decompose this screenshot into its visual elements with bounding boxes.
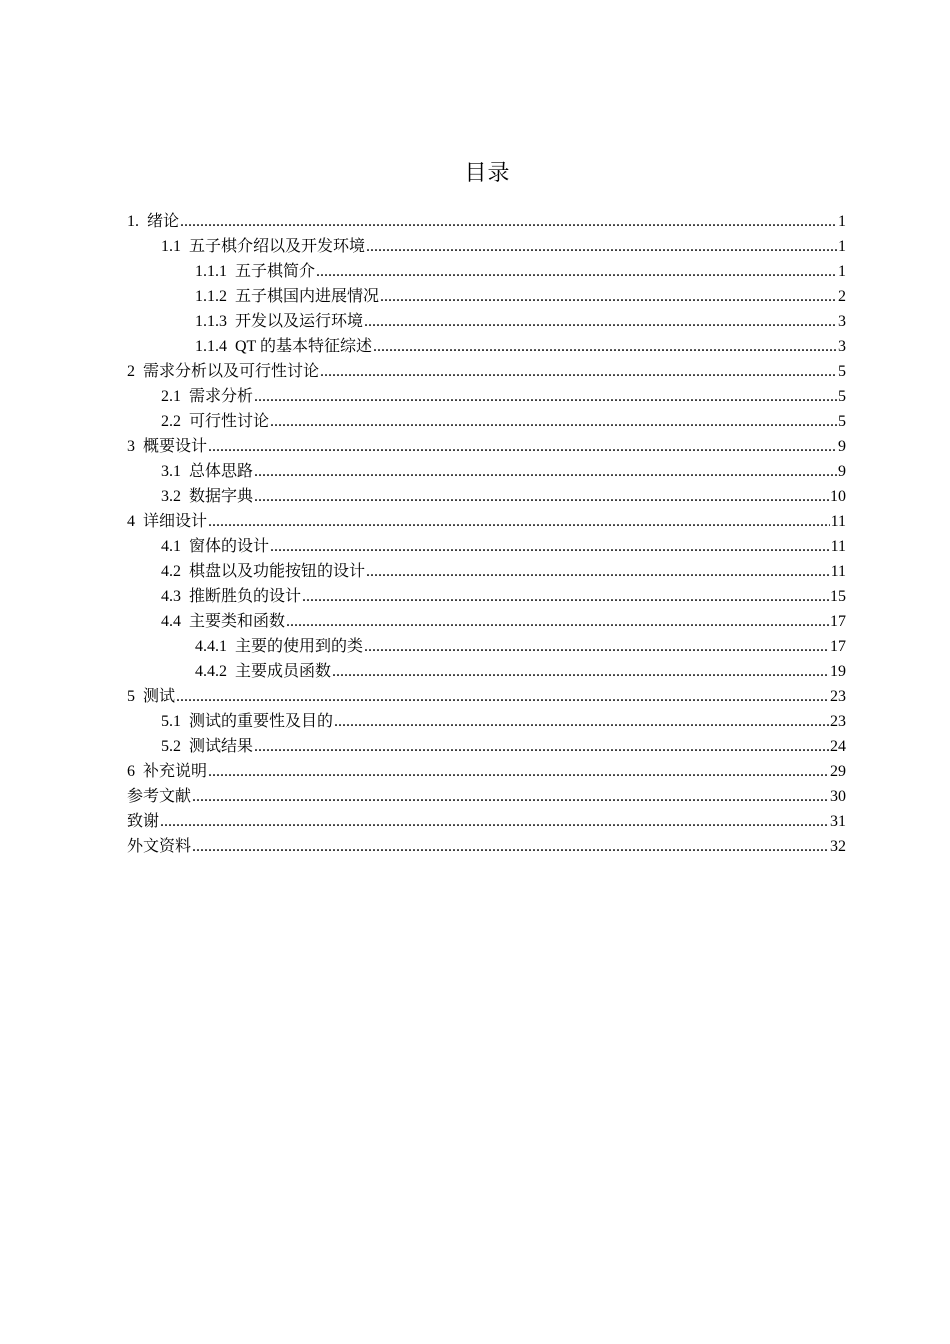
toc-dot-leader — [254, 459, 837, 484]
toc-entry-page-number: 24 — [830, 738, 846, 755]
toc-entry-number: 5.2 — [161, 738, 181, 755]
toc-entry[interactable] — [127, 359, 846, 384]
toc-entry-number: 1. — [127, 213, 139, 230]
toc-dot-leader — [192, 784, 829, 809]
toc-entry-number: 1.1.4 — [195, 338, 227, 355]
toc-entry-page-number: 17 — [830, 638, 846, 655]
toc-entry-page-number: 23 — [830, 688, 846, 705]
toc-entry[interactable] — [127, 384, 846, 409]
toc-entry-number: 4.2 — [161, 563, 181, 580]
toc-dot-leader — [380, 284, 837, 309]
toc-dot-leader — [334, 709, 829, 734]
toc-entry-number: 6 — [127, 763, 135, 780]
toc-entry-title: 主要的使用到的类 — [235, 638, 364, 655]
toc-entry-number: 4.3 — [161, 588, 181, 605]
toc-entry-title: 绪论 — [147, 213, 180, 230]
toc-entry[interactable] — [127, 784, 846, 809]
toc-entry-page-number: 5 — [838, 388, 846, 405]
toc-entry-page-number: 5 — [838, 413, 846, 430]
toc-dot-leader — [208, 434, 837, 459]
toc-entry-page-number: 31 — [830, 813, 846, 830]
toc-entry-title: 测试结果 — [189, 738, 254, 755]
toc-entry-page-number: 1 — [838, 213, 846, 230]
toc-dot-leader — [254, 734, 829, 759]
toc-entry-page-number: 1 — [838, 263, 846, 280]
toc-entry-number: 4.4.2 — [195, 663, 227, 680]
toc-entry-page-number: 17 — [830, 613, 846, 630]
toc-dot-leader — [366, 559, 830, 584]
toc-entry[interactable] — [127, 309, 846, 334]
toc-entry-number: 5 — [127, 688, 135, 705]
toc-entry-page-number: 19 — [830, 663, 846, 680]
toc-entry[interactable] — [127, 834, 846, 859]
toc-entry[interactable] — [127, 409, 846, 434]
toc-entry-page-number: 2 — [838, 288, 846, 305]
toc-entry-title: 需求分析 — [189, 388, 254, 405]
toc-entry[interactable] — [127, 334, 846, 359]
toc-entry[interactable] — [127, 484, 846, 509]
toc-entry[interactable] — [127, 584, 846, 609]
toc-entry-number: 3 — [127, 438, 135, 455]
toc-entry[interactable] — [127, 609, 846, 634]
toc-dot-leader — [286, 609, 829, 634]
toc-entry-title: 五子棋国内进展情况 — [235, 288, 380, 305]
toc-dot-leader — [373, 334, 837, 359]
toc-dot-leader — [254, 384, 837, 409]
toc-entry-title: 五子棋简介 — [235, 263, 316, 280]
toc-entry-number: 4.4.1 — [195, 638, 227, 655]
toc-entry-title: 棋盘以及功能按钮的设计 — [189, 563, 366, 580]
toc-entry-page-number: 30 — [830, 788, 846, 805]
toc-entry-page-number: 15 — [830, 588, 846, 605]
table-of-contents — [127, 209, 846, 859]
toc-entry-page-number: 5 — [838, 363, 846, 380]
toc-entry-title: 总体思路 — [189, 463, 254, 480]
toc-dot-leader — [332, 659, 829, 684]
toc-entry-title: 主要成员函数 — [235, 663, 332, 680]
toc-entry-number: 2.1 — [161, 388, 181, 405]
toc-entry[interactable] — [127, 659, 846, 684]
toc-entry-number: 1.1 — [161, 238, 181, 255]
toc-entry-title: 需求分析以及可行性讨论 — [143, 363, 320, 380]
toc-entry-title: 补充说明 — [143, 763, 208, 780]
toc-entry[interactable] — [127, 559, 846, 584]
toc-entry-page-number: 11 — [830, 563, 846, 580]
toc-entry-page-number: 1 — [838, 238, 846, 255]
toc-dot-leader — [364, 634, 829, 659]
toc-dot-leader — [176, 684, 829, 709]
toc-entry-title: 推断胜负的设计 — [189, 588, 302, 605]
toc-entry[interactable] — [127, 684, 846, 709]
toc-dot-leader — [254, 484, 829, 509]
toc-entry-page-number: 3 — [838, 313, 846, 330]
toc-entry[interactable] — [127, 434, 846, 459]
toc-entry-page-number: 32 — [830, 838, 846, 855]
toc-entry[interactable] — [127, 809, 846, 834]
toc-entry-number: 2 — [127, 363, 135, 380]
toc-entry-title: QT 的基本特征综述 — [235, 338, 373, 355]
toc-entry-number: 3.1 — [161, 463, 181, 480]
toc-entry-page-number: 10 — [830, 488, 846, 505]
toc-entry[interactable] — [127, 284, 846, 309]
toc-dot-leader — [364, 309, 837, 334]
toc-dot-leader — [366, 234, 837, 259]
toc-dot-leader — [192, 834, 829, 859]
toc-entry-title: 测试的重要性及目的 — [189, 713, 334, 730]
toc-entry-number: 4.4 — [161, 613, 181, 630]
toc-entry-page-number: 3 — [838, 338, 846, 355]
toc-entry-number: 2.2 — [161, 413, 181, 430]
toc-entry-page-number: 11 — [830, 538, 846, 555]
toc-dot-leader — [270, 534, 830, 559]
toc-dot-leader — [270, 409, 837, 434]
toc-entry-number: 1.1.1 — [195, 263, 227, 280]
toc-entry-page-number: 23 — [830, 713, 846, 730]
toc-entry[interactable] — [127, 734, 846, 759]
toc-dot-leader — [316, 259, 837, 284]
toc-dot-leader — [180, 209, 837, 234]
toc-entry-number: 4 — [127, 513, 135, 530]
toc-entry-title: 窗体的设计 — [189, 538, 270, 555]
toc-entry-title: 开发以及运行环境 — [235, 313, 364, 330]
toc-entry-title: 致谢 — [127, 813, 160, 830]
toc-entry-title: 详细设计 — [143, 513, 208, 530]
toc-entry[interactable] — [127, 459, 846, 484]
toc-entry-title: 数据字典 — [189, 488, 254, 505]
toc-entry-title: 测试 — [143, 688, 176, 705]
toc-entry-page-number: 29 — [830, 763, 846, 780]
toc-entry[interactable] — [127, 534, 846, 559]
toc-title: 目录 — [464, 161, 511, 186]
toc-dot-leader — [302, 584, 829, 609]
toc-entry[interactable] — [127, 259, 846, 284]
toc-entry-title: 外文资料 — [127, 838, 192, 855]
toc-dot-leader — [160, 809, 829, 834]
toc-entry[interactable] — [127, 709, 846, 734]
toc-entry-number: 4.1 — [161, 538, 181, 555]
toc-entry-page-number: 11 — [830, 513, 846, 530]
toc-entry[interactable] — [127, 759, 846, 784]
toc-entry-page-number: 9 — [838, 463, 846, 480]
toc-dot-leader — [320, 359, 837, 384]
toc-dot-leader — [208, 759, 829, 784]
toc-entry[interactable] — [127, 634, 846, 659]
toc-entry[interactable] — [127, 234, 846, 259]
toc-entry[interactable] — [127, 509, 846, 534]
toc-entry-number: 3.2 — [161, 488, 181, 505]
toc-entry-number: 1.1.2 — [195, 288, 227, 305]
toc-entry-title: 可行性讨论 — [189, 413, 270, 430]
toc-entry[interactable] — [127, 209, 846, 234]
toc-entry-number: 1.1.3 — [195, 313, 227, 330]
toc-entry-title: 参考文献 — [127, 788, 192, 805]
toc-entry-number: 5.1 — [161, 713, 181, 730]
toc-entry-title: 五子棋介绍以及开发环境 — [189, 238, 366, 255]
toc-dot-leader — [208, 509, 830, 534]
toc-entry-page-number: 9 — [838, 438, 846, 455]
toc-entry-title: 主要类和函数 — [189, 613, 286, 630]
toc-entry-title: 概要设计 — [143, 438, 208, 455]
